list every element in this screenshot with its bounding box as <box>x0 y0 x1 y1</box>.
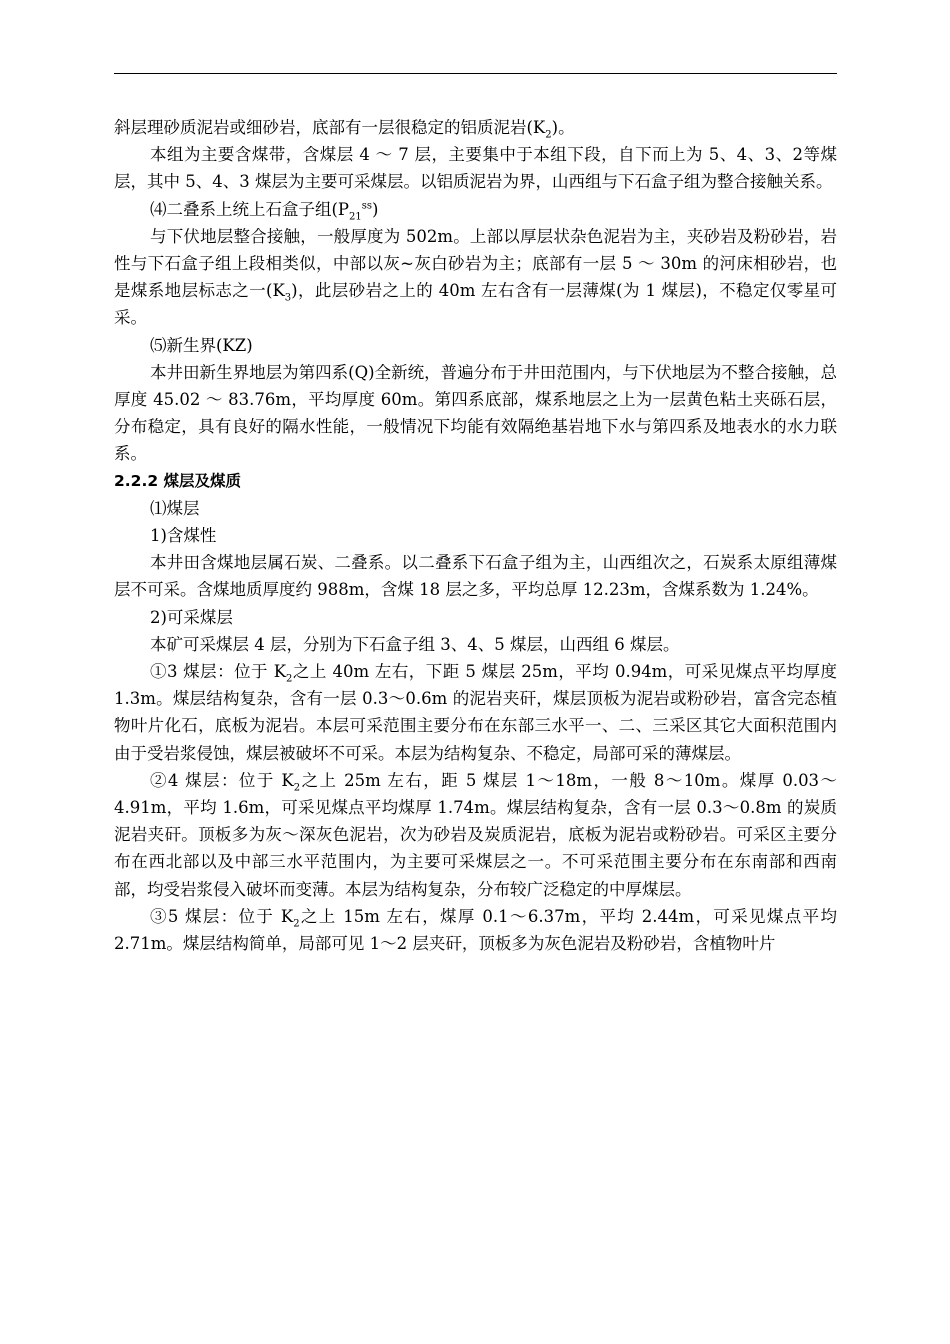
text: ③5 煤层：位于 K <box>150 906 294 926</box>
text: )。 <box>551 118 575 137</box>
paragraph-coal-bearing: 本井田含煤地层属石炭、二叠系。以二叠系下石盒子组为主，山西组次之，石炭系太原组薄煤层不可采。含煤地质厚度约 988m，含煤 18 层之多，平均总厚 12.23m，含煤系数为 1.24%。 <box>114 553 837 600</box>
subscript: 3 <box>284 292 292 304</box>
subheading-minable-seams: 2)可采煤层 <box>150 607 233 627</box>
text: ②4 煤层：位于 K <box>150 770 294 790</box>
text: ) <box>372 199 379 219</box>
subscript: 2 <box>293 918 300 930</box>
paragraph-minable-seams: 本矿可采煤层 4 层，分别为下石盒子组 3、4、5 煤层，山西组 6 煤层。 <box>150 634 680 654</box>
paragraph-continuation <box>114 114 837 141</box>
subscript: 21 <box>349 210 362 222</box>
text: )，此层砂岩之上的 40m 左右含有一层薄煤(为 1 煤层)，不稳定仅零星可采。 <box>114 281 838 328</box>
text: ①3 煤层：位于 K <box>150 662 287 682</box>
paragraph-shanxi: 本组为主要含煤带，含煤层 4 ～ 7 层，主要集中于本组下段，自下而上为 5、4、3、2等煤层，其中 5、4、3 煤层为主要可采煤层。以铝质泥岩为界，山西组与下石盒子组为整合接触关系。 <box>114 145 837 192</box>
heading-cenozoic: ⑸新生界(KZ) <box>150 335 253 355</box>
paragraph-seam-5 <box>114 903 837 957</box>
header-rule <box>114 73 837 74</box>
paragraph-cenozoic: 本井田新生界地层为第四系(Q)全新统，普遍分布于井田范围内，与下伏地层为不整合接触，总厚度 45.02 ～ 83.76m，平均厚度 60m。第四系底部，煤系地层之上为一层黄色粘土夹砾石层，分布稳定，具有良好的隔水性能，一般情况下均能有效隔绝基岩地下水与第四系及地表水的水力联系。 <box>114 362 837 464</box>
text: 之上 40m 左右，下距 5 煤层 25m，平均 0.94m，可采见煤点平均厚度 1.3m。煤层结构复杂，含有一层 0.3～0.6m 的泥岩夹矸，煤层顶板为泥岩或粉砂岩，富含完态植物叶片化石，底板为泥岩。本层可采范围主要分布在东部三水平一、二、三采区其它大面积范围内由于受岩浆侵蚀，煤层被破坏不可采。本层为结构复杂、不稳定，局部可采的薄煤层。 <box>114 662 837 763</box>
paragraph-seam-4 <box>114 767 837 903</box>
text: 之上 15m 左右，煤厚 0.1～6.37m，平均 2.44m，可采见煤点平均 2.71m。煤层结构简单，局部可见 1～2 层夹矸，顶板多为灰色泥岩及粉砂岩，含植物叶片 <box>114 906 837 954</box>
superscript: ss <box>361 200 373 212</box>
text: 斜层理砂质泥岩或细砂岩，底部有一层很稳定的铝质泥岩(K <box>114 118 546 137</box>
paragraph-seam-3 <box>114 658 837 767</box>
text: ⑷二叠系上统上石盒子组(P <box>150 199 350 219</box>
subscript: 2 <box>545 129 552 141</box>
subscript: 2 <box>286 673 293 685</box>
subheading-coal-seams: ⑴煤层 <box>150 498 200 518</box>
subscript: 2 <box>293 782 301 794</box>
subheading-coal-bearing: 1)含煤性 <box>150 526 217 546</box>
section-heading: 2.2.2 煤层及煤质 <box>114 471 242 490</box>
heading-upper-shihezi <box>114 196 837 223</box>
text: 之上 25m 左右，距 5 煤层 1～18m，一般 8～10m。煤厚 0.03～4.91m，平均 1.6m，可采见煤点平均煤厚 1.74m。煤层结构复杂，含有一层 0.3～0.8m 的炭质泥岩夹矸。顶板多为灰～深灰色泥岩，次为砂岩及炭质泥岩，底板为泥岩或粉砂岩。可采区主要分布在西北部以及中部三水平范围内，为主要可采煤层之一。不可采范围主要分布在东南部和西南部，均受岩浆侵入破坏而变薄。本层为结构复杂，分布较广泛稳定的中厚煤层。 <box>114 770 837 899</box>
text: 与下伏地层整合接触，一般厚度为 502m。上部以厚层状杂色泥岩为主，夹砂岩及粉砂岩，岩性与下石盒子组上段相类似，中部以灰~灰白砂岩为主；底部有一层 5 ～ 30m 的河床相砂岩，也是煤系地层标志之一(K <box>114 226 837 301</box>
document-body <box>114 114 837 957</box>
paragraph-upper-shihezi <box>114 223 837 332</box>
